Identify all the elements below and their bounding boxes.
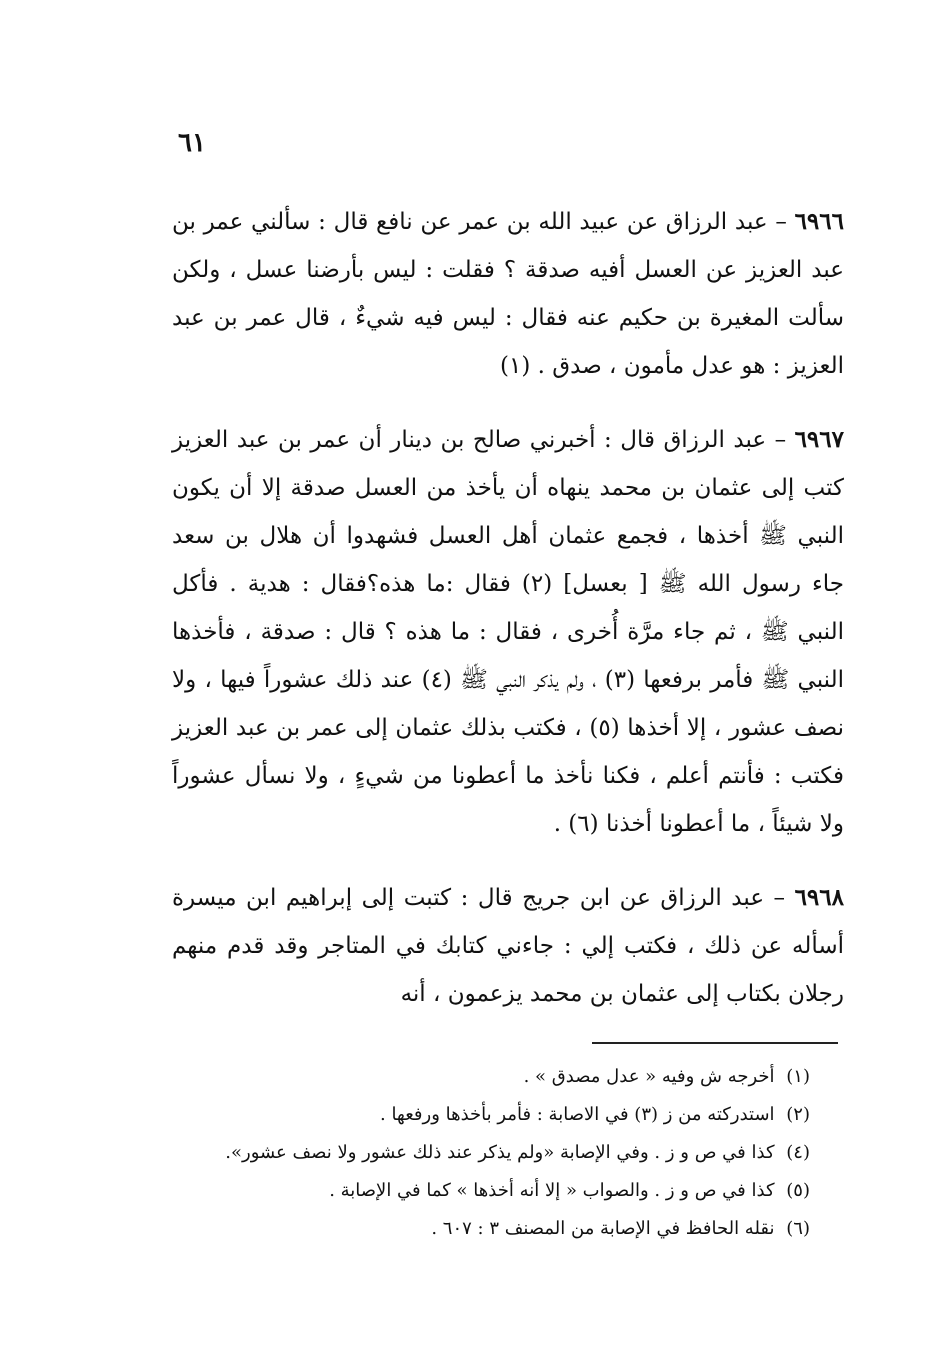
footnote-number: (٢) bbox=[786, 1104, 810, 1125]
footnote-item bbox=[160, 1062, 810, 1092]
footnote-number: (١) bbox=[786, 1066, 810, 1087]
page-number: ٦١ bbox=[178, 128, 206, 158]
footnote-number: (٤) bbox=[786, 1142, 810, 1163]
footnote-item bbox=[160, 1100, 810, 1130]
footnote-number: (٥) bbox=[786, 1180, 810, 1201]
footnote-text: أخرجه ش وفيه « عدل مصدق » . bbox=[523, 1066, 775, 1087]
footnote-number: (٦) bbox=[786, 1218, 810, 1239]
hadith-body bbox=[172, 198, 844, 1044]
footnote-text: نقله الحافظ في الإصابة من المصنف ٣ : ٦٠٧ . bbox=[431, 1218, 775, 1239]
footnote-divider bbox=[592, 1042, 838, 1044]
hadith-number: ٦٩٦٨ bbox=[794, 884, 844, 911]
footnote-item bbox=[160, 1138, 810, 1168]
footnotes bbox=[160, 1062, 810, 1252]
hadith-text: – عبد الرزاق عن عبيد الله بن عمر عن نافع قال : سألني عمر بن عبد العزيز عن العسل أفيه صدقة ؟ فقلت : ليس بأرضنا عسل ، ولكن سألت المغيرة بن حكيم عنه فقال : ليس فيه شيءٌ ، قال عمر بن عبد العزيز : هو عدل مأمون ، صدق . (١) bbox=[172, 209, 844, 379]
hadith-entry-6968 bbox=[172, 874, 844, 1018]
hadith-entry-6967 bbox=[172, 416, 844, 848]
footnote-text: استدركته من ز (٣) في الاصابة : فأمر بأخذها ورفعها . bbox=[380, 1104, 775, 1125]
footnote-item bbox=[160, 1214, 810, 1244]
hadith-entry-6966 bbox=[172, 198, 844, 390]
hadith-number: ٦٩٦٧ bbox=[794, 426, 844, 453]
footnote-text: كذا في ص و ز . وفي الإصابة «ولم يذكر عند ذلك عشور ولا نصف عشور». bbox=[225, 1142, 775, 1163]
hadith-text: – عبد الرزاق قال : أخبرني صالح بن دينار أن عمر بن عبد العزيز كتب إلى عثمان بن محمد ينهاه أن يأخذ من العسل صدقة إلا أن يكون النبي ﷺ أخذها ، فجمع عثمان أهل العسل فشهدوا أن هلال بن سعد جاء رسول الله ﷺ [ بعسل] (٢) فقال :ما هذه؟فقال : هدية . فأكل النبي ﷺ ، ثم جاء مرَّة أُخرى ، فقال : ما هذه ؟ قال : صدقة ، فأخذها النبي ﷺ فأمر برفعها (٣) ، ولم يذكر النبي ﷺ (٤) عند ذلك عشوراً فيها ، ولا نصف عشور ، إلا أخذها (٥) ، فكتب بذلك عثمان إلى عمر بن عبد العزيز فكتب : فأنتم أعلم ، فكنا نأخذ ما أعطونا من شيءٍ ، ولا نسأل عشوراً ولا شيئاً ، ما أعطونا أخذنا (٦) . bbox=[172, 427, 845, 837]
footnote-text: كذا في ص و ز . والصواب « إلا أنه أخذها » كما في الإصابة . bbox=[329, 1180, 775, 1201]
hadith-text: – عبد الرزاق عن ابن جريج قال : كتبت إلى إبراهيم ابن ميسرة أسأله عن ذلك ، فكتب إلي : جاءني كتابك في المتاجر وقد قدم منهم رجلان بكتاب إلى عثمان بن محمد يزعمون ، أنه bbox=[172, 885, 844, 1007]
hadith-number: ٦٩٦٦ bbox=[794, 208, 844, 235]
footnote-item bbox=[160, 1176, 810, 1206]
